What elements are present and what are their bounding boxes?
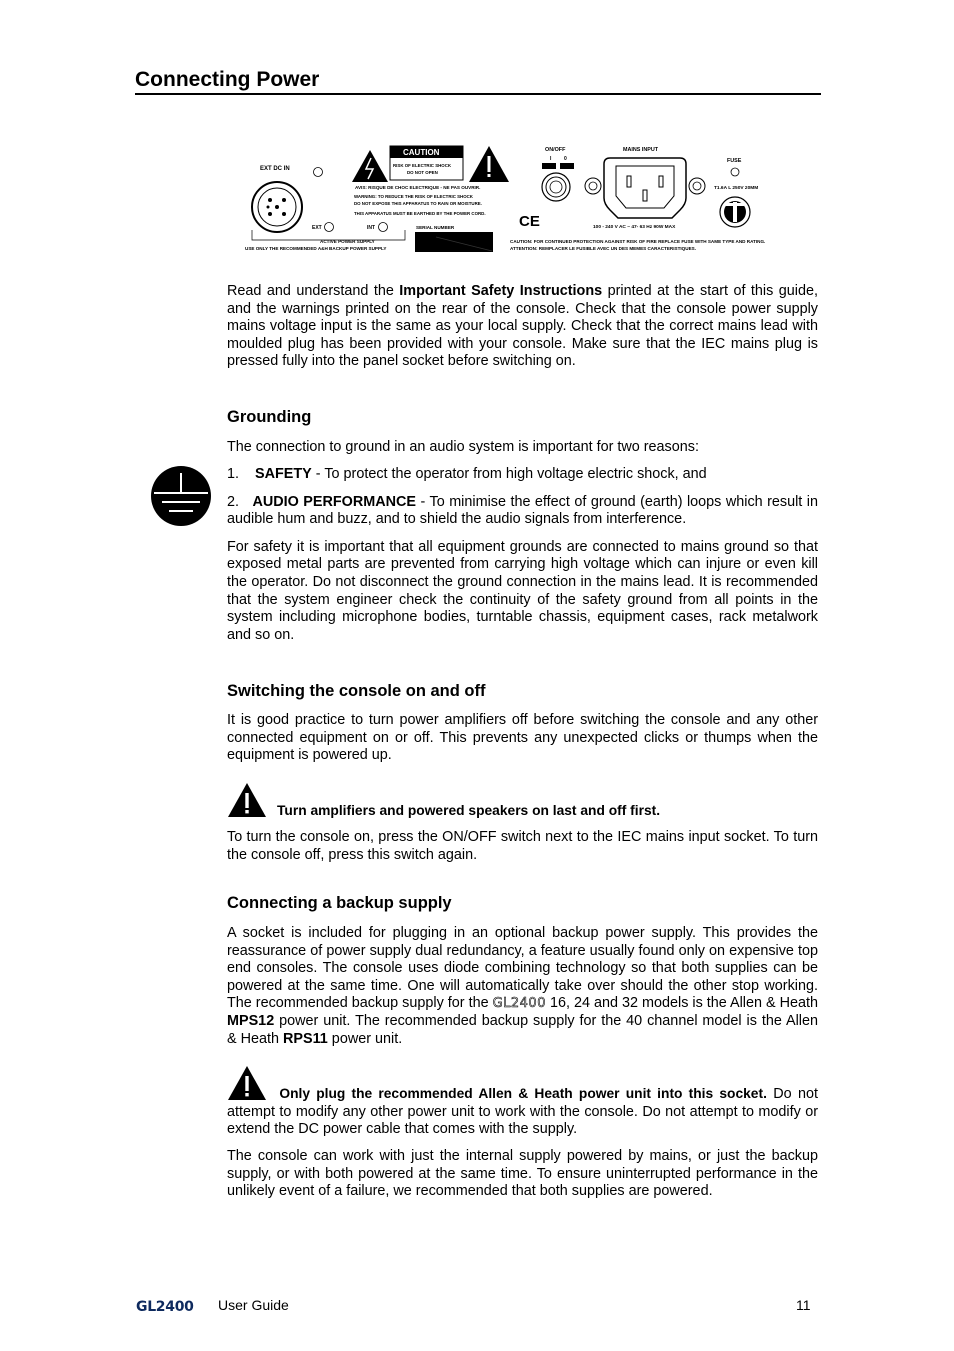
warning-triangle-icon <box>227 1065 267 1101</box>
switching-paragraph-1: It is good practice to turn power amplifiers off before switching the console and any other connected equipment on or off. This prevents any unexpected clicks or thumps when the equipment is powered up. <box>227 712 818 764</box>
grounding-item-2: 2. AUDIO PERFORMANCE - To minimise the effect of ground (earth) loops which result in audible hum and buzz, and to shield the audio signals from interference. <box>227 493 818 528</box>
backup-heading: Connecting a backup supply <box>227 894 452 912</box>
use-only-label: USE ONLY THE RECOMMENDED A&H BACKUP POWER SUPPLY <box>245 246 387 251</box>
gl2400-logo: GL2400 <box>492 996 546 1012</box>
on-off-label: ON/OFF <box>545 147 566 153</box>
ext-led <box>314 168 323 177</box>
grounding-item-1: 1. SAFETY - To protect the operator from high voltage electric shock, and <box>227 466 707 483</box>
switching-warning: Turn amplifiers and powered speakers on last and off first. <box>227 782 818 821</box>
svg-text:0: 0 <box>564 156 567 162</box>
backup-paragraph-3: The console can work with just the internal supply powered by mains, or just the backup supply, or with both powered at the same time. To ensure uninterrupted performance in the unlikely event of a failure, we recommended that both supplies are powered. <box>227 1147 818 1200</box>
warning-triangle-icon <box>227 782 267 818</box>
grounding-intro: The connection to ground in an audio system is important for two reasons: <box>227 439 699 455</box>
caution-fire-label: CAUTION: FOR CONTINUED PROTECTION AGAINST RISK OF FIRE REPLACE FUSE WITH SAME TYPE AND RATING. <box>510 239 766 244</box>
intro-paragraph: Read and understand the Important Safety Instructions printed at the start of this guide, and the warnings printed on the rear of the console. Check that the console power supply mains voltage input is the same as your local supply. Check that the correct mains lead with moulded plug has been provided with your console. Make sure that the IEC mains plug is pressed fully into the panel socket before switching on. <box>227 283 819 370</box>
lightning-triangle-icon <box>352 150 388 182</box>
backup-paragraph-1: A socket is included for plugging in an optional backup power supply. This provides the reassurance of power supply dual redundancy, a feature usually found only on expensive top end consoles. The console uses diode combining technology so that both supplies can be powered at the same time. One will automatically take over should the other stop working. The recommended backup supply for the GL2400 16, 24 and 32 models is the Allen & Heath MPS12 power unit. The recommended backup supply for the 40 channel model is the Allen & Heath RPS11 power unit. <box>227 925 818 1047</box>
page-number: 11 <box>796 1297 811 1313</box>
svg-text:WARNING: TO REDUCE THE RISK O: WARNING: TO REDUCE THE RISK OF ELECTRIC SHOCK <box>354 194 473 199</box>
switching-paragraph-2: To turn the console on, press the ON/OFF switch next to the IEC mains input socket. To turn the console off, press this switch again. <box>227 829 818 863</box>
svg-text:I: I <box>550 156 552 162</box>
switching-section <box>227 712 818 865</box>
backup-warning: Only plug the recommended Allen & Heath power unit into this socket. Do not attempt to modify any other power unit to work with the console. Do not attempt to modify or extend the DC power cable that comes with the supply. <box>227 1065 818 1139</box>
fuse-rating: T1.6A L 250V 20MM <box>714 186 759 191</box>
int-label: INT <box>367 225 376 231</box>
active-ps-label: ACTIVE POWER SUPPLY <box>320 239 375 244</box>
rear-panel-diagram <box>240 140 815 262</box>
mains-input-label: MAINS INPUT <box>623 147 659 153</box>
page-title: Connecting Power <box>135 68 821 95</box>
svg-text:DO NOT OPEN: DO NOT OPEN <box>407 170 438 175</box>
ext-dc-in-label: EXT DC IN <box>260 166 290 172</box>
footer-label: User Guide <box>218 1297 289 1313</box>
grounding-paragraph: For safety it is important that all equipment grounds are connected to mains ground so that exposed metal parts are prevented from carrying high voltage which can injure or even kill the operator. Do not disconnect the ground connection in the mains lead. It is recommended that the system engineer check the continuity of the safety ground from all points in the system including microphone bodies, turntable chassis, equipment cases, rack metalwork and so on. <box>227 538 818 643</box>
svg-text:RISK OF ELECTRIC SHOCK: RISK OF ELECTRIC SHOCK <box>393 163 452 168</box>
backup-section <box>227 925 818 1201</box>
fuse-label: FUSE <box>727 158 742 164</box>
ground-symbol-icon <box>150 465 212 527</box>
intro-section <box>227 283 818 371</box>
svg-text:AVIS: RISQUE DE CHOC ELECTRIQU: AVIS: RISQUE DE CHOC ELECTRIQUE - NE PAS OUVRIR. <box>355 185 481 190</box>
grounding-heading: Grounding <box>227 408 312 426</box>
ext-label: EXT <box>312 225 322 231</box>
voltage-label: 100 - 240 V AC ~ 47- 63 Hz 90W MAX <box>593 225 676 230</box>
caution-label: CAUTION <box>403 148 440 157</box>
attention-label: ATTENTION: REMPLACER LE FUSIBLE AVEC UN DES MEMES CARACTERISTIQUES. <box>510 246 696 251</box>
svg-text:DO NOT EXPOSE THIS APPARATUS T: DO NOT EXPOSE THIS APPARATUS TO RAIN OR MOISTURE. <box>354 201 482 206</box>
switching-heading: Switching the console on and off <box>227 682 486 700</box>
ce-mark: CE <box>519 213 540 230</box>
serial-number-box <box>415 232 493 252</box>
svg-text:THIS APPARATUS MUST BE EARTHED: THIS APPARATUS MUST BE EARTHED BY THE POWER CORD. <box>354 211 486 216</box>
grounding-section <box>227 439 818 644</box>
serial-number-label: SERIAL NUMBER <box>416 225 455 230</box>
footer-logo: GL2400 <box>136 1299 194 1315</box>
